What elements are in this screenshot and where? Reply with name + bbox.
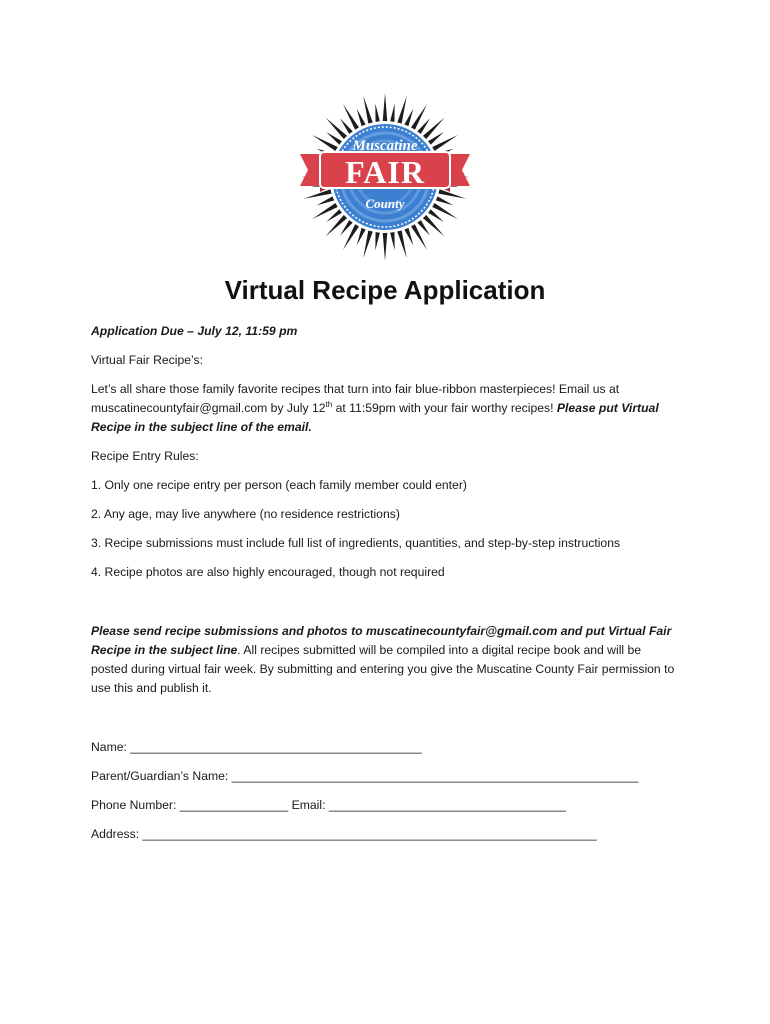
sunburst-ray (397, 228, 407, 258)
intro-paragraph: Let’s all share those family favorite recipes that turn into fair blue-ribbon masterpieces! Email us at muscatinecountyfair@gmail.com by July 12th at 11:59pm with your fair worthy recipes! Please put Virtual Recipe in the subject line of the email. (91, 382, 659, 434)
sunburst-ray (421, 213, 444, 236)
contact-row (91, 796, 676, 815)
sunburst-ray (375, 230, 380, 250)
guardian-name-field[interactable]: Parent/Guardian’s Name: ____________________________________________________________ (91, 769, 639, 783)
logo-main-text: FAIR (345, 154, 425, 190)
sunburst-ray (363, 96, 373, 126)
sunburst-ray (397, 96, 407, 126)
logo-bottom-text: County (365, 196, 405, 211)
submission-instruction: Please send recipe submissions and photos to muscatinecountyfair@gmail.com and put Virtual Fair Recipe in the subject line (91, 624, 672, 657)
intro-heading: Virtual Fair Recipe’s: (91, 353, 203, 367)
page-title: Virtual Recipe Application (224, 275, 546, 305)
sunburst-ray (326, 213, 349, 236)
subject-line-instruction: Please put Virtual Recipe in the subject line of the email. (91, 401, 659, 434)
sunburst-ray (436, 189, 466, 199)
sunburst-ray (326, 118, 349, 141)
name-field[interactable]: Name: ___________________________________________ (91, 740, 422, 754)
rule-item: 4. Recipe photos are also highly encouraged, though not required (91, 565, 445, 579)
muscatine-county-fair-logo (298, 92, 472, 262)
sunburst-ray (363, 228, 373, 258)
submission-paragraph: Please send recipe submissions and photos to muscatinecountyfair@gmail.com and put Virtual Fair Recipe in the subject line. All recipes submitted will be compiled into a digital recipe book and will be posted during virtual fair week. By submitting and entering you give the Muscatine County Fair permission to use this and publish it. (91, 624, 675, 695)
logo-top-text: Muscatine (352, 138, 418, 154)
sunburst-ray (421, 118, 444, 141)
rules-heading: Recipe Entry Rules: (91, 449, 199, 463)
rule-item: 3. Recipe submissions must include full list of ingredients, quantities, and step-by-step instructions (91, 536, 621, 550)
email-field[interactable]: Email: ___________________________________ (291, 798, 567, 812)
due-date: Application Due – July 12, 11:59 pm (91, 324, 298, 338)
address-field[interactable]: Address: ___________________________________________________________________ (91, 827, 597, 841)
sunburst-ray (383, 93, 388, 123)
ribbon-tail-left (300, 154, 320, 186)
sunburst-ray (304, 189, 334, 199)
sunburst-ray (390, 230, 395, 250)
rule-item: 1. Only one recipe entry per person (each family member could enter) (91, 478, 467, 492)
sunburst-ray (390, 104, 395, 124)
rule-item: 2. Any age, may live anywhere (no residence restrictions) (91, 507, 400, 521)
phone-field[interactable]: Phone Number: ________________ (91, 798, 289, 812)
ribbon-tail-right (450, 154, 470, 186)
sunburst-ray (383, 231, 388, 261)
sunburst-ray (375, 104, 380, 124)
document-body (91, 322, 676, 854)
